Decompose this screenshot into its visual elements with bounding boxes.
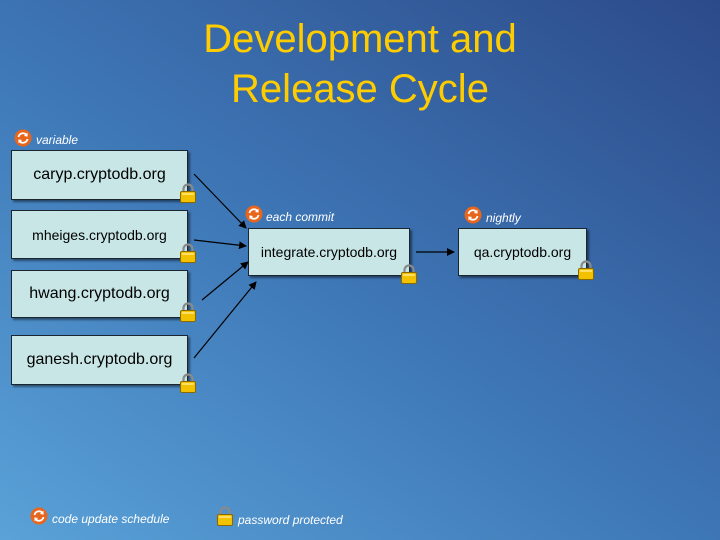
legend-password-protected: password protected: [238, 513, 343, 527]
lock-icon: [216, 506, 234, 526]
dev-host-label: hwang.cryptodb.org: [29, 285, 170, 302]
legend-update-schedule: code update schedule: [52, 512, 170, 526]
arrow-mheiges-to-integrate: [194, 240, 246, 246]
qa-host-label: qa.cryptodb.org: [473, 244, 572, 260]
integrate-host-label: integrate.cryptodb.org: [260, 244, 398, 260]
arrow-ganesh-to-integrate: [194, 282, 256, 358]
dev-host-label: mheiges.cryptodb.org: [32, 226, 167, 243]
dev-schedule-label: variable: [36, 133, 79, 147]
arrow-hwang-to-integrate: [202, 262, 248, 300]
dev-host-label: ganesh.cryptodb.org: [26, 351, 173, 368]
title-line-1: Development and: [203, 17, 517, 61]
dev-host-label: caryp.cryptodb.org: [33, 166, 166, 183]
cycle-icon: [30, 507, 48, 525]
title-line-2: Release Cycle: [231, 67, 489, 111]
integrate-schedule-label: each commit: [266, 210, 335, 224]
arrow-caryp-to-integrate: [194, 174, 246, 228]
qa-schedule-label: nightly: [486, 211, 521, 225]
